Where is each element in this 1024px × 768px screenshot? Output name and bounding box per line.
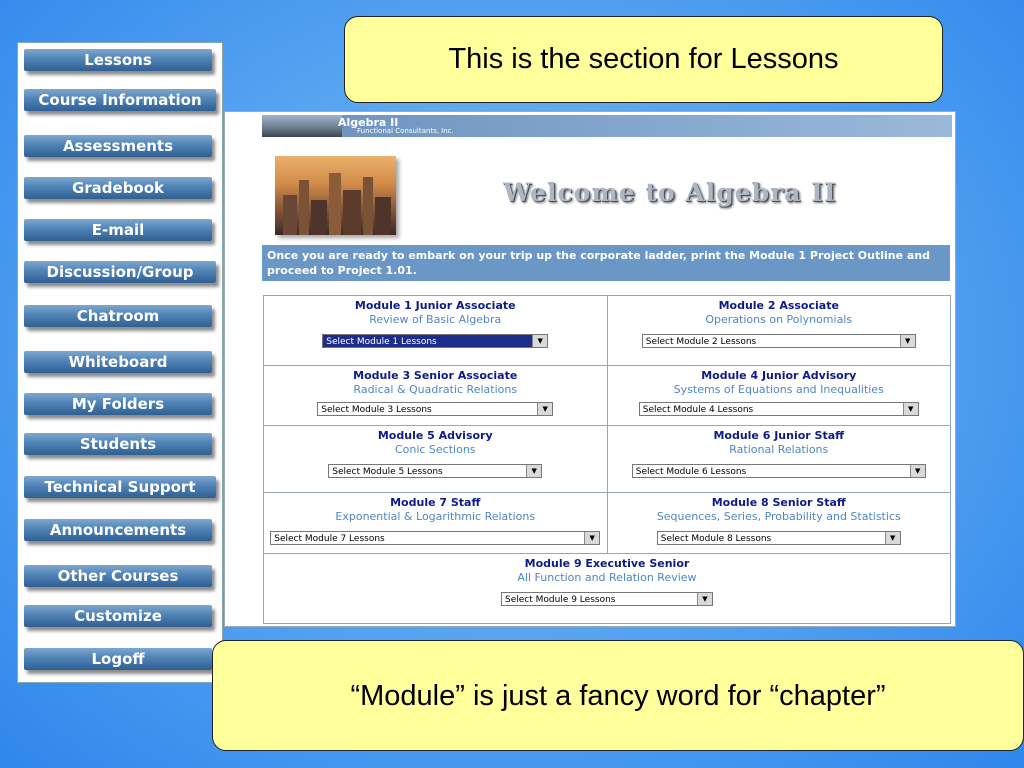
- module-subtitle: Review of Basic Algebra: [369, 313, 502, 326]
- module-cell: [264, 366, 608, 426]
- city-skyline-photo: [275, 156, 396, 235]
- callout-top: [344, 16, 943, 103]
- module-3-lessons-select[interactable]: Select Module 3 Lessons ▼: [317, 402, 553, 416]
- banner-subtitle: Functional Consultants, Inc.: [357, 127, 454, 135]
- chevron-down-icon: ▼: [537, 403, 552, 415]
- module-4-lessons-select[interactable]: Select Module 4 Lessons ▼: [639, 402, 919, 416]
- nav-lessons-button[interactable]: Lessons: [24, 49, 212, 71]
- modules-table: [263, 295, 951, 624]
- module-subtitle: Radical & Quadratic Relations: [353, 383, 518, 396]
- welcome-heading: Welcome to Algebra II: [503, 178, 837, 207]
- module-title: Module 1 Junior Associate: [354, 299, 516, 312]
- nav-announcements-button[interactable]: Announcements: [24, 519, 212, 541]
- intro-banner: [262, 245, 950, 281]
- nav-logoff-button[interactable]: Logoff: [24, 648, 212, 670]
- chevron-down-icon: ▼: [697, 593, 712, 605]
- callout-bottom-text: “Module” is just a fancy word for “chapter”: [350, 680, 886, 712]
- nav-students-button[interactable]: Students: [24, 433, 212, 455]
- module-8-lessons-select[interactable]: Select Module 8 Lessons ▼: [657, 531, 901, 545]
- module-subtitle: Rational Relations: [729, 443, 829, 456]
- nav-chatroom-button[interactable]: Chatroom: [24, 305, 212, 327]
- chevron-down-icon: ▼: [532, 335, 547, 347]
- module-cell: [607, 296, 951, 366]
- nav-gradebook-button[interactable]: Gradebook: [24, 177, 212, 199]
- chevron-down-icon: ▼: [900, 335, 915, 347]
- module-title: Module 7 Staff: [390, 496, 481, 509]
- module-subtitle: Exponential & Logarithmic Relations: [335, 510, 536, 523]
- callout-top-text: This is the section for Lessons: [448, 43, 839, 75]
- module-cell: [607, 366, 951, 426]
- nav-customize-button[interactable]: Customize: [24, 605, 212, 627]
- module-cell: [264, 493, 608, 554]
- module-subtitle: Operations on Polynomials: [705, 313, 853, 326]
- module-9-lessons-select[interactable]: Select Module 9 Lessons ▼: [501, 592, 713, 606]
- nav-my-folders-button[interactable]: My Folders: [24, 393, 212, 415]
- module-cell: [607, 493, 951, 554]
- module-cell: [264, 554, 951, 624]
- callout-bottom: [212, 640, 1024, 751]
- module-subtitle: Sequences, Series, Probability and Statistics: [656, 510, 901, 523]
- module-cell: [264, 296, 608, 366]
- module-title: Module 4 Junior Advisory: [701, 369, 857, 382]
- module-6-lessons-select[interactable]: Select Module 6 Lessons ▼: [632, 464, 926, 478]
- nav-assessments-button[interactable]: Assessments: [24, 135, 212, 157]
- module-title: Module 9 Executive Senior: [524, 557, 690, 570]
- chevron-down-icon: ▼: [903, 403, 918, 415]
- chevron-down-icon: ▼: [584, 532, 599, 544]
- module-title: Module 2 Associate: [718, 299, 839, 312]
- course-page: [224, 111, 956, 627]
- intro-text: Once you are ready to embark on your trip up the corporate ladder, print the Module 1 Project Outline and proceed to Project 1.01.: [267, 249, 931, 277]
- module-2-lessons-select[interactable]: Select Module 2 Lessons ▼: [642, 334, 916, 348]
- module-subtitle: Conic Sections: [394, 443, 476, 456]
- nav-whiteboard-button[interactable]: Whiteboard: [24, 351, 212, 373]
- module-5-lessons-select[interactable]: Select Module 5 Lessons ▼: [328, 464, 542, 478]
- module-1-lessons-select[interactable]: Select Module 1 Lessons ▼: [322, 334, 548, 348]
- nav-email-button[interactable]: E-mail: [24, 219, 212, 241]
- module-subtitle: All Function and Relation Review: [517, 571, 697, 584]
- module-title: Module 6 Junior Staff: [713, 429, 845, 442]
- nav-other-courses-button[interactable]: Other Courses: [24, 565, 212, 587]
- module-cell: [264, 426, 608, 493]
- sidebar-nav: [17, 42, 223, 683]
- chevron-down-icon: ▼: [910, 465, 925, 477]
- module-7-lessons-select[interactable]: Select Module 7 Lessons ▼: [270, 531, 600, 545]
- nav-technical-support-button[interactable]: Technical Support: [24, 476, 216, 498]
- banner-title: Algebra II: [338, 116, 399, 129]
- module-title: Module 5 Advisory: [377, 429, 493, 442]
- module-subtitle: Systems of Equations and Inequalities: [673, 383, 884, 396]
- module-title: Module 3 Senior Associate: [353, 369, 518, 382]
- nav-course-information-button[interactable]: Course Information: [24, 89, 216, 111]
- nav-discussion-group-button[interactable]: Discussion/Group: [24, 261, 216, 283]
- course-banner: [262, 115, 952, 137]
- module-title: Module 8 Senior Staff: [711, 496, 846, 509]
- banner-skyline-image: [262, 115, 342, 137]
- module-cell: [607, 426, 951, 493]
- chevron-down-icon: ▼: [885, 532, 900, 544]
- chevron-down-icon: ▼: [526, 465, 541, 477]
